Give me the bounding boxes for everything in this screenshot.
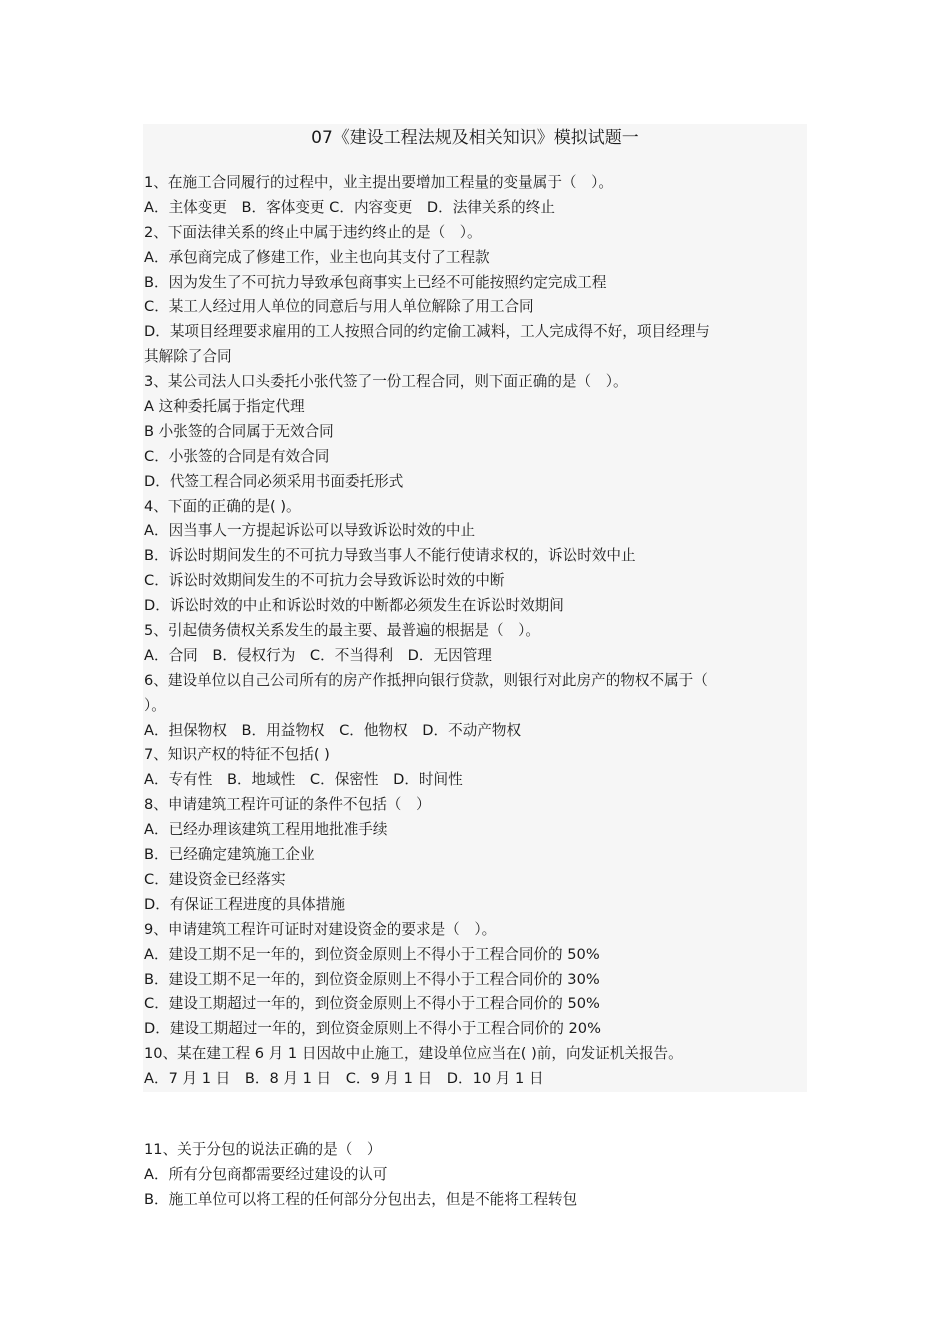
- question-line: A．7 月 1 日 B．8 月 1 日 C．9 月 1 日 D．10 月 1 日: [144, 1070, 544, 1088]
- question-line: 2、下面法律关系的终止中属于违约终止的是（ ）。: [144, 223, 482, 241]
- question-line: D．某项目经理要求雇用的工人按照合同的约定偷工减料，工人完成得不好，项目经理与: [144, 323, 710, 341]
- question-line: 7、知识产权的特征不包括( ): [144, 746, 330, 764]
- question-list-shaded: [144, 171, 804, 1092]
- question-line: A．担保物权 B．用益物权 C．他物权 D．不动产物权: [144, 721, 522, 739]
- question-line: A．建设工期不足一年的，到位资金原则上不得小于工程合同价的 50%: [144, 945, 600, 963]
- question-line: D．代签工程合同必须采用书面委托形式: [144, 472, 404, 490]
- question-line: A．合同 B．侵权行为 C．不当得利 D．无因管理: [144, 646, 492, 664]
- question-line: A．主体变更 B．客体变更 C．内容变更 D．法律关系的终止: [144, 198, 555, 216]
- question-line: D．建设工期超过一年的，到位资金原则上不得小于工程合同价的 20%: [144, 1020, 601, 1038]
- question-line: C．小张签的合同是有效合同: [144, 447, 330, 465]
- question-line: 6、建设单位以自己公司所有的房产作抵押向银行贷款，则银行对此房产的物权不属于（: [144, 671, 708, 689]
- question-line: B．建设工期不足一年的，到位资金原则上不得小于工程合同价的 30%: [144, 970, 600, 988]
- question-line: C．诉讼时效期间发生的不可抗力会导致诉讼时效的中断: [144, 572, 505, 590]
- question-line: 其解除了合同: [144, 348, 232, 366]
- question-line: A．承包商完成了修建工作，业主也向其支付了工程款: [144, 248, 490, 266]
- question-list-plain: [144, 1138, 804, 1213]
- question-line: A．所有分包商都需要经过建设的认可: [144, 1165, 388, 1183]
- question-line: ）。: [144, 696, 166, 714]
- question-line: C．某工人经过用人单位的同意后与用人单位解除了用工合同: [144, 298, 534, 316]
- question-line: B．施工单位可以将工程的任何部分分包出去，但是不能将工程转包: [144, 1190, 578, 1208]
- document-title: 07《建设工程法规及相关知识》模拟试题一: [311, 128, 639, 148]
- question-line: 11、关于分包的说法正确的是（ ）: [144, 1141, 382, 1158]
- question-line: B．因为发生了不可抗力导致承包商事实上已经不可能按照约定完成工程: [144, 273, 607, 291]
- question-line: B．已经确定建筑施工企业: [144, 846, 315, 864]
- question-line: 4、下面的正确的是( )。: [144, 497, 301, 515]
- question-line: A．已经办理该建筑工程用地批准手续: [144, 821, 388, 839]
- question-line: B．诉讼时期间发生的不可抗力导致当事人不能行使请求权的，诉讼时效中止: [144, 547, 636, 565]
- question-line: D．诉讼时效的中止和诉讼时效的中断都必须发生在诉讼时效期间: [144, 597, 564, 615]
- question-line: B 小张签的合同属于无效合同: [144, 422, 334, 440]
- question-line: A．专有性 B．地域性 C．保密性 D．时间性: [144, 771, 463, 789]
- question-line: A 这种委托属于指定代理: [144, 398, 305, 416]
- question-line: C．建设工期超过一年的，到位资金原则上不得小于工程合同价的 50%: [144, 995, 600, 1013]
- question-line: C．建设资金已经落实: [144, 870, 286, 888]
- question-line: D．有保证工程进度的具体措施: [144, 895, 345, 913]
- question-line: 8、申请建筑工程许可证的条件不包括（ ）: [144, 796, 431, 814]
- question-line: 10、某在建工程 6 月 1 日因故中止施工，建设单位应当在( )前，向发证机关报告。: [144, 1045, 683, 1063]
- question-line: 5、引起债务债权关系发生的最主要、最普遍的根据是（ ）。: [144, 622, 541, 640]
- question-line: 9、申请建筑工程许可证时对建设资金的要求是（ ）。: [144, 920, 497, 938]
- question-line: 3、某公司法人口头委托小张代签了一份工程合同，则下面正确的是（ ）。: [144, 373, 628, 391]
- question-line: A．因当事人一方提起诉讼可以导致诉讼时效的中止: [144, 522, 476, 540]
- question-line: 1、在施工合同履行的过程中，业主提出要增加工程量的变量属于（ ）。: [144, 174, 613, 191]
